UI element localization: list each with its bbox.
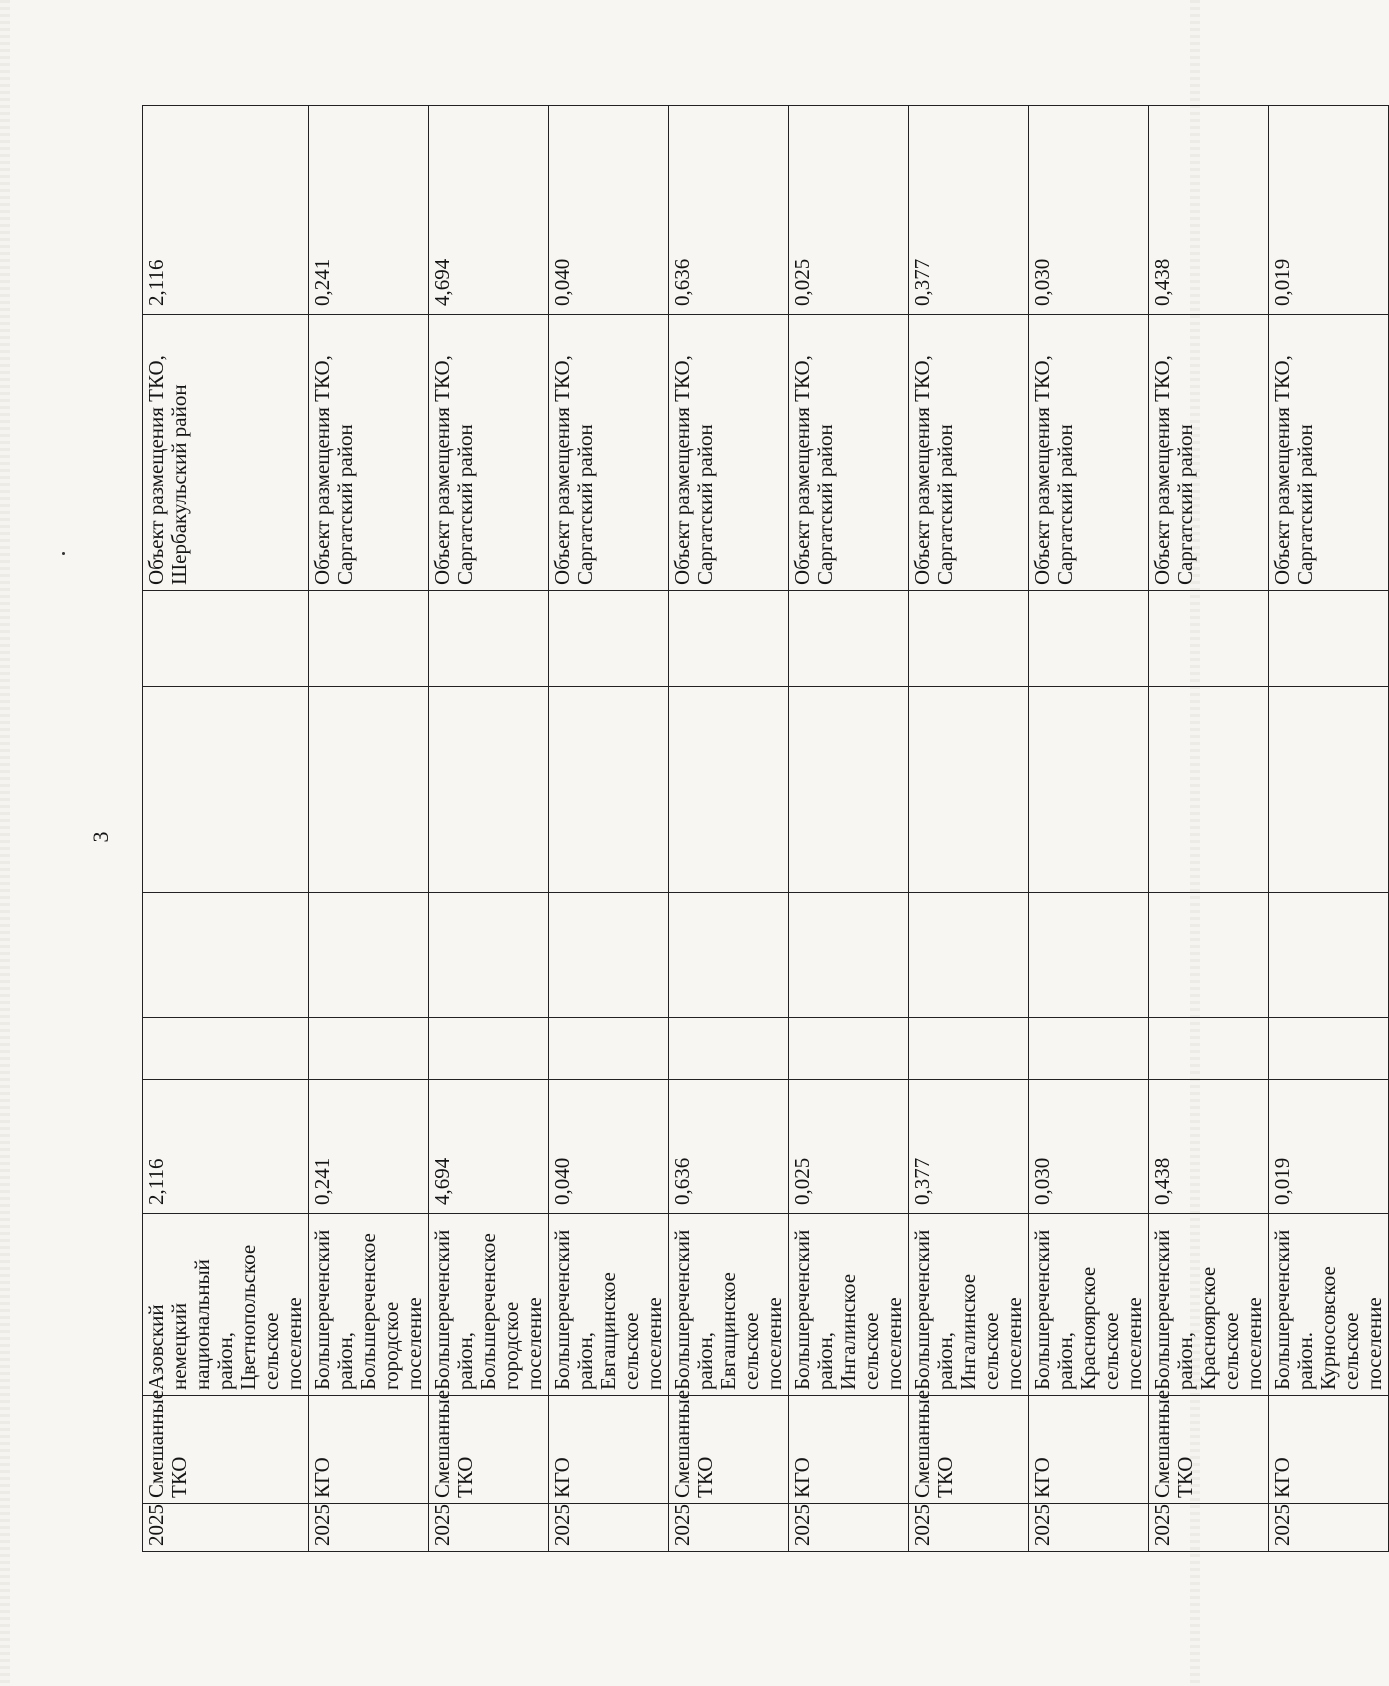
year-cell: 2025 (143, 1504, 309, 1552)
empty-cell (1149, 687, 1269, 893)
empty-cell (669, 687, 789, 893)
empty-cell (909, 893, 1029, 1018)
volume-total-cell: 0,019 (1269, 106, 1389, 315)
destination-cell: Объект размещения ТКО, Саргатский район (1029, 315, 1149, 591)
volume-total-cell: 0,040 (549, 106, 669, 315)
empty-cell (143, 1018, 309, 1080)
table-row (1149, 106, 1269, 1552)
empty-cell (909, 687, 1029, 893)
table-row (669, 106, 789, 1552)
empty-cell (1269, 893, 1389, 1018)
volume-cell: 0,030 (1029, 1080, 1149, 1214)
page-number: 3 (88, 831, 113, 843)
year-cell: 2025 (789, 1504, 909, 1552)
empty-cell (1269, 591, 1389, 687)
year-cell: 2025 (549, 1504, 669, 1552)
empty-cell (549, 687, 669, 893)
year-cell: 2025 (1269, 1504, 1389, 1552)
year-cell: 2025 (669, 1504, 789, 1552)
empty-cell (309, 1018, 429, 1080)
empty-cell (909, 1018, 1029, 1080)
source-cell: Большереченский район, Евгащинское сельское поселение (549, 1214, 669, 1396)
volume-cell: 0,636 (669, 1080, 789, 1214)
empty-cell (1029, 687, 1149, 893)
empty-cell (1149, 1018, 1269, 1080)
destination-cell: Объект размещения ТКО, Саргатский район (429, 315, 549, 591)
table-row (429, 106, 549, 1552)
table-row (143, 106, 309, 1552)
destination-cell: Объект размещения ТКО, Саргатский район (789, 315, 909, 591)
year-cell: 2025 (1149, 1504, 1269, 1552)
empty-cell (429, 893, 549, 1018)
volume-total-cell: 0,030 (1029, 106, 1149, 315)
table-row (309, 106, 429, 1552)
waste-type-cell: КГО (309, 1396, 429, 1504)
source-cell: Большереченский район, Красноярское сельское поселение (1029, 1214, 1149, 1396)
waste-type-cell: КГО (549, 1396, 669, 1504)
table-row (1269, 106, 1389, 1552)
volume-cell: 4,694 (429, 1080, 549, 1214)
empty-cell (909, 591, 1029, 687)
empty-cell (789, 893, 909, 1018)
table-row (789, 106, 909, 1552)
volume-cell: 0,019 (1269, 1080, 1389, 1214)
page-edge-left (0, 0, 10, 1686)
empty-cell (1269, 1018, 1389, 1080)
empty-cell (429, 591, 549, 687)
waste-type-cell: Смешанные ТКО (669, 1396, 789, 1504)
waste-type-cell: Смешанные ТКО (143, 1396, 309, 1504)
table-row (549, 106, 669, 1552)
destination-cell: Объект размещения ТКО, Саргатский район (669, 315, 789, 591)
volume-cell: 0,377 (909, 1080, 1029, 1214)
year-cell: 2025 (909, 1504, 1029, 1552)
volume-total-cell: 0,438 (1149, 106, 1269, 315)
waste-type-cell: КГО (1269, 1396, 1389, 1504)
waste-type-cell: Смешанные ТКО (909, 1396, 1029, 1504)
destination-cell: Объект размещения ТКО, Шербакульский район (143, 315, 309, 591)
empty-cell (669, 591, 789, 687)
waste-type-cell: КГО (1029, 1396, 1149, 1504)
source-cell: Большереченский район, Большереченское городское поселение (429, 1214, 549, 1396)
destination-cell: Объект размещения ТКО, Саргатский район (309, 315, 429, 591)
volume-cell: 0,438 (1149, 1080, 1269, 1214)
empty-cell (143, 893, 309, 1018)
empty-cell (1269, 687, 1389, 893)
source-cell: Большереченский район, Ингалинское сельское поселение (909, 1214, 1029, 1396)
volume-total-cell: 4,694 (429, 106, 549, 315)
waste-type-cell: Смешанные ТКО (429, 1396, 549, 1504)
empty-cell (1029, 1018, 1149, 1080)
empty-cell (1029, 893, 1149, 1018)
volume-total-cell: 0,241 (309, 106, 429, 315)
empty-cell (789, 687, 909, 893)
year-cell: 2025 (309, 1504, 429, 1552)
rotated-table-container (142, 106, 1386, 1552)
table-wrapper (142, 106, 1386, 1552)
empty-cell (549, 591, 669, 687)
waste-type-cell: КГО (789, 1396, 909, 1504)
destination-cell: Объект размещения ТКО, Саргатский район (909, 315, 1029, 591)
empty-cell (549, 1018, 669, 1080)
volume-total-cell: 0,377 (909, 106, 1029, 315)
year-cell: 2025 (1029, 1504, 1149, 1552)
volume-total-cell: 0,025 (789, 106, 909, 315)
scan-speck (62, 552, 65, 555)
empty-cell (309, 591, 429, 687)
empty-cell (669, 1018, 789, 1080)
destination-cell: Объект размещения ТКО, Саргатский район (1269, 315, 1389, 591)
source-cell: Азовский немецкий национальный район, Цветнопольское сельское поселение (143, 1214, 309, 1396)
source-cell: Большереченский район, Красноярское сельское поселение (1149, 1214, 1269, 1396)
empty-cell (429, 1018, 549, 1080)
empty-cell (1149, 591, 1269, 687)
table-row (909, 106, 1029, 1552)
empty-cell (1029, 591, 1149, 687)
empty-cell (143, 687, 309, 893)
table-row (1029, 106, 1149, 1552)
volume-cell: 0,025 (789, 1080, 909, 1214)
empty-cell (789, 1018, 909, 1080)
volume-cell: 2,116 (143, 1080, 309, 1214)
source-cell: Большереченский район, Евгащинское сельское поселение (669, 1214, 789, 1396)
empty-cell (143, 591, 309, 687)
waste-flow-table (142, 105, 1389, 1552)
empty-cell (309, 893, 429, 1018)
waste-type-cell: Смешанные ТКО (1149, 1396, 1269, 1504)
empty-cell (669, 893, 789, 1018)
source-cell: Большереченский район. Курносовское сельское поселение (1269, 1214, 1389, 1396)
source-cell: Большереченский район, Ингалинское сельское поселение (789, 1214, 909, 1396)
volume-total-cell: 2,116 (143, 106, 309, 315)
empty-cell (1149, 893, 1269, 1018)
empty-cell (549, 893, 669, 1018)
empty-cell (309, 687, 429, 893)
volume-cell: 0,040 (549, 1080, 669, 1214)
volume-cell: 0,241 (309, 1080, 429, 1214)
volume-total-cell: 0,636 (669, 106, 789, 315)
year-cell: 2025 (429, 1504, 549, 1552)
source-cell: Большереченский район, Большереченское городское поселение (309, 1214, 429, 1396)
empty-cell (789, 591, 909, 687)
destination-cell: Объект размещения ТКО, Саргатский район (1149, 315, 1269, 591)
empty-cell (429, 687, 549, 893)
destination-cell: Объект размещения ТКО, Саргатский район (549, 315, 669, 591)
